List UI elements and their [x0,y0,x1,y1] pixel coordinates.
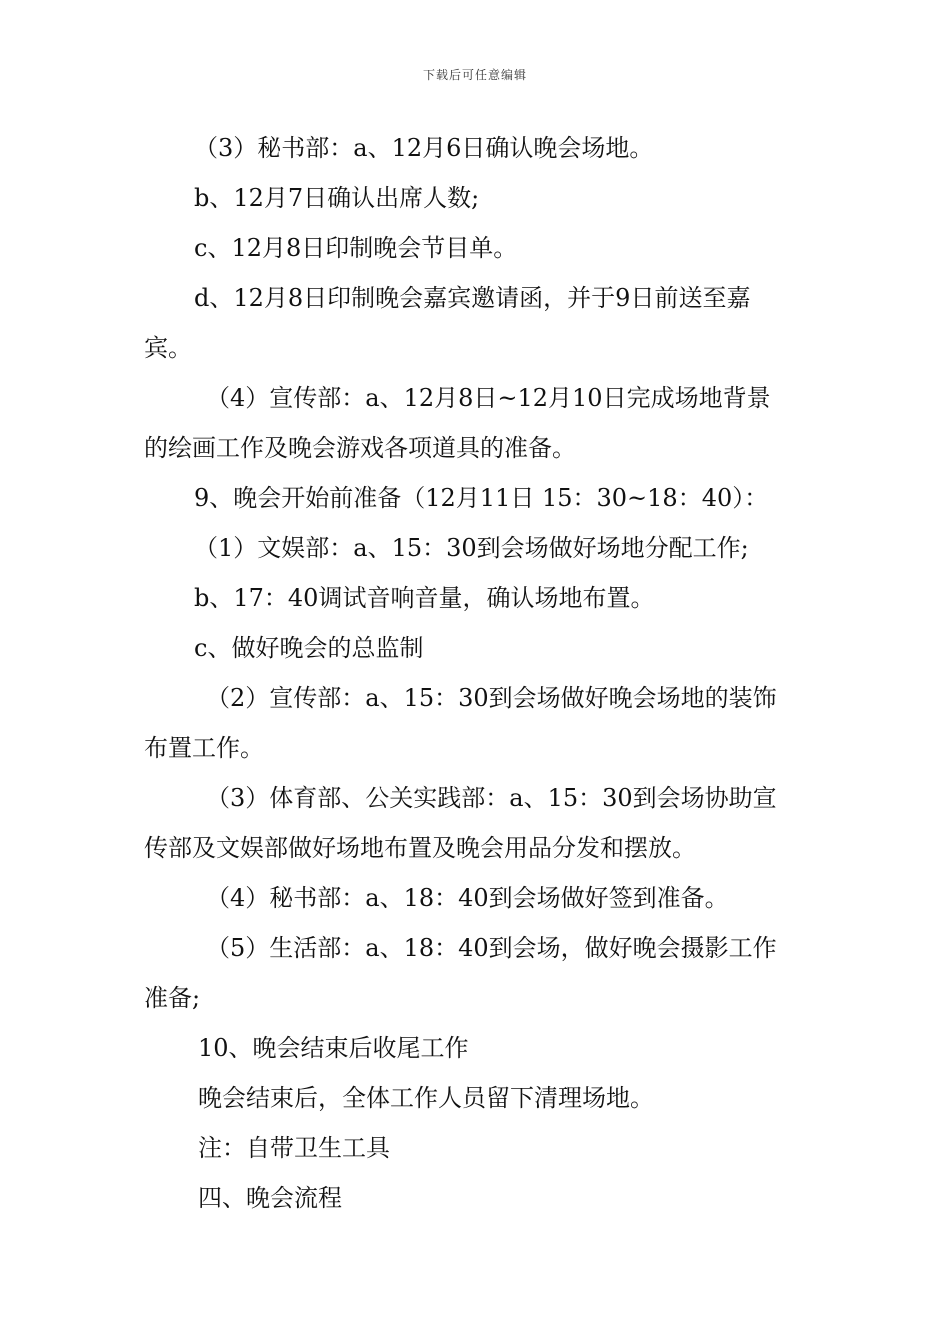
section-heading: 四、晚会流程 [198,1184,342,1212]
paragraph-line: c、12月8日印制晚会节目单。 [194,234,518,262]
paragraph-line: c、做好晚会的总监制 [194,634,424,662]
paragraph-line: b、17：40调试音响音量，确认场地布置。 [194,584,655,612]
page-header: 下载后可任意编辑 [422,68,527,82]
paragraph-line: 传部及文娱部做好场地布置及晚会用品分发和摆放。 [144,834,696,862]
paragraph-line: （3）秘书部：a、12月6日确认晚会场地。 [194,134,654,162]
paragraph-line: d、12月8日印制晚会嘉宾邀请函，并于9日前送至嘉 [194,284,751,312]
paragraph-line: （3）体育部、公关实践部：a、15：30到会场协助宣 [206,784,777,812]
paragraph-line: 晚会结束后，全体工作人员留下清理场地。 [198,1084,654,1112]
paragraph-line: b、12月7日确认出席人数; [194,184,480,212]
paragraph-line: （4）秘书部：a、18：40到会场做好签到准备。 [206,884,729,912]
paragraph-line: 宾。 [144,334,192,362]
paragraph-line: 布置工作。 [144,734,264,762]
paragraph-line: 注：自带卫生工具 [198,1134,390,1162]
paragraph-line: （5）生活部：a、18：40到会场，做好晚会摄影工作 [206,934,777,962]
paragraph-line: 准备; [144,984,201,1012]
paragraph-line: （4）宣传部：a、12月8日~12月10日完成场地背景 [206,384,771,412]
paragraph-line: （1）文娱部：a、15：30到会场做好场地分配工作; [194,534,749,562]
paragraph-line: 的绘画工作及晚会游戏各项道具的准备。 [144,434,576,462]
paragraph-line: （2）宣传部：a、15：30到会场做好晚会场地的装饰 [206,684,777,712]
paragraph-line: 9、晚会开始前准备（12月11日 15：30~18：40）： [194,484,769,512]
paragraph-line: 10、晚会结束后收尾工作 [198,1034,469,1062]
